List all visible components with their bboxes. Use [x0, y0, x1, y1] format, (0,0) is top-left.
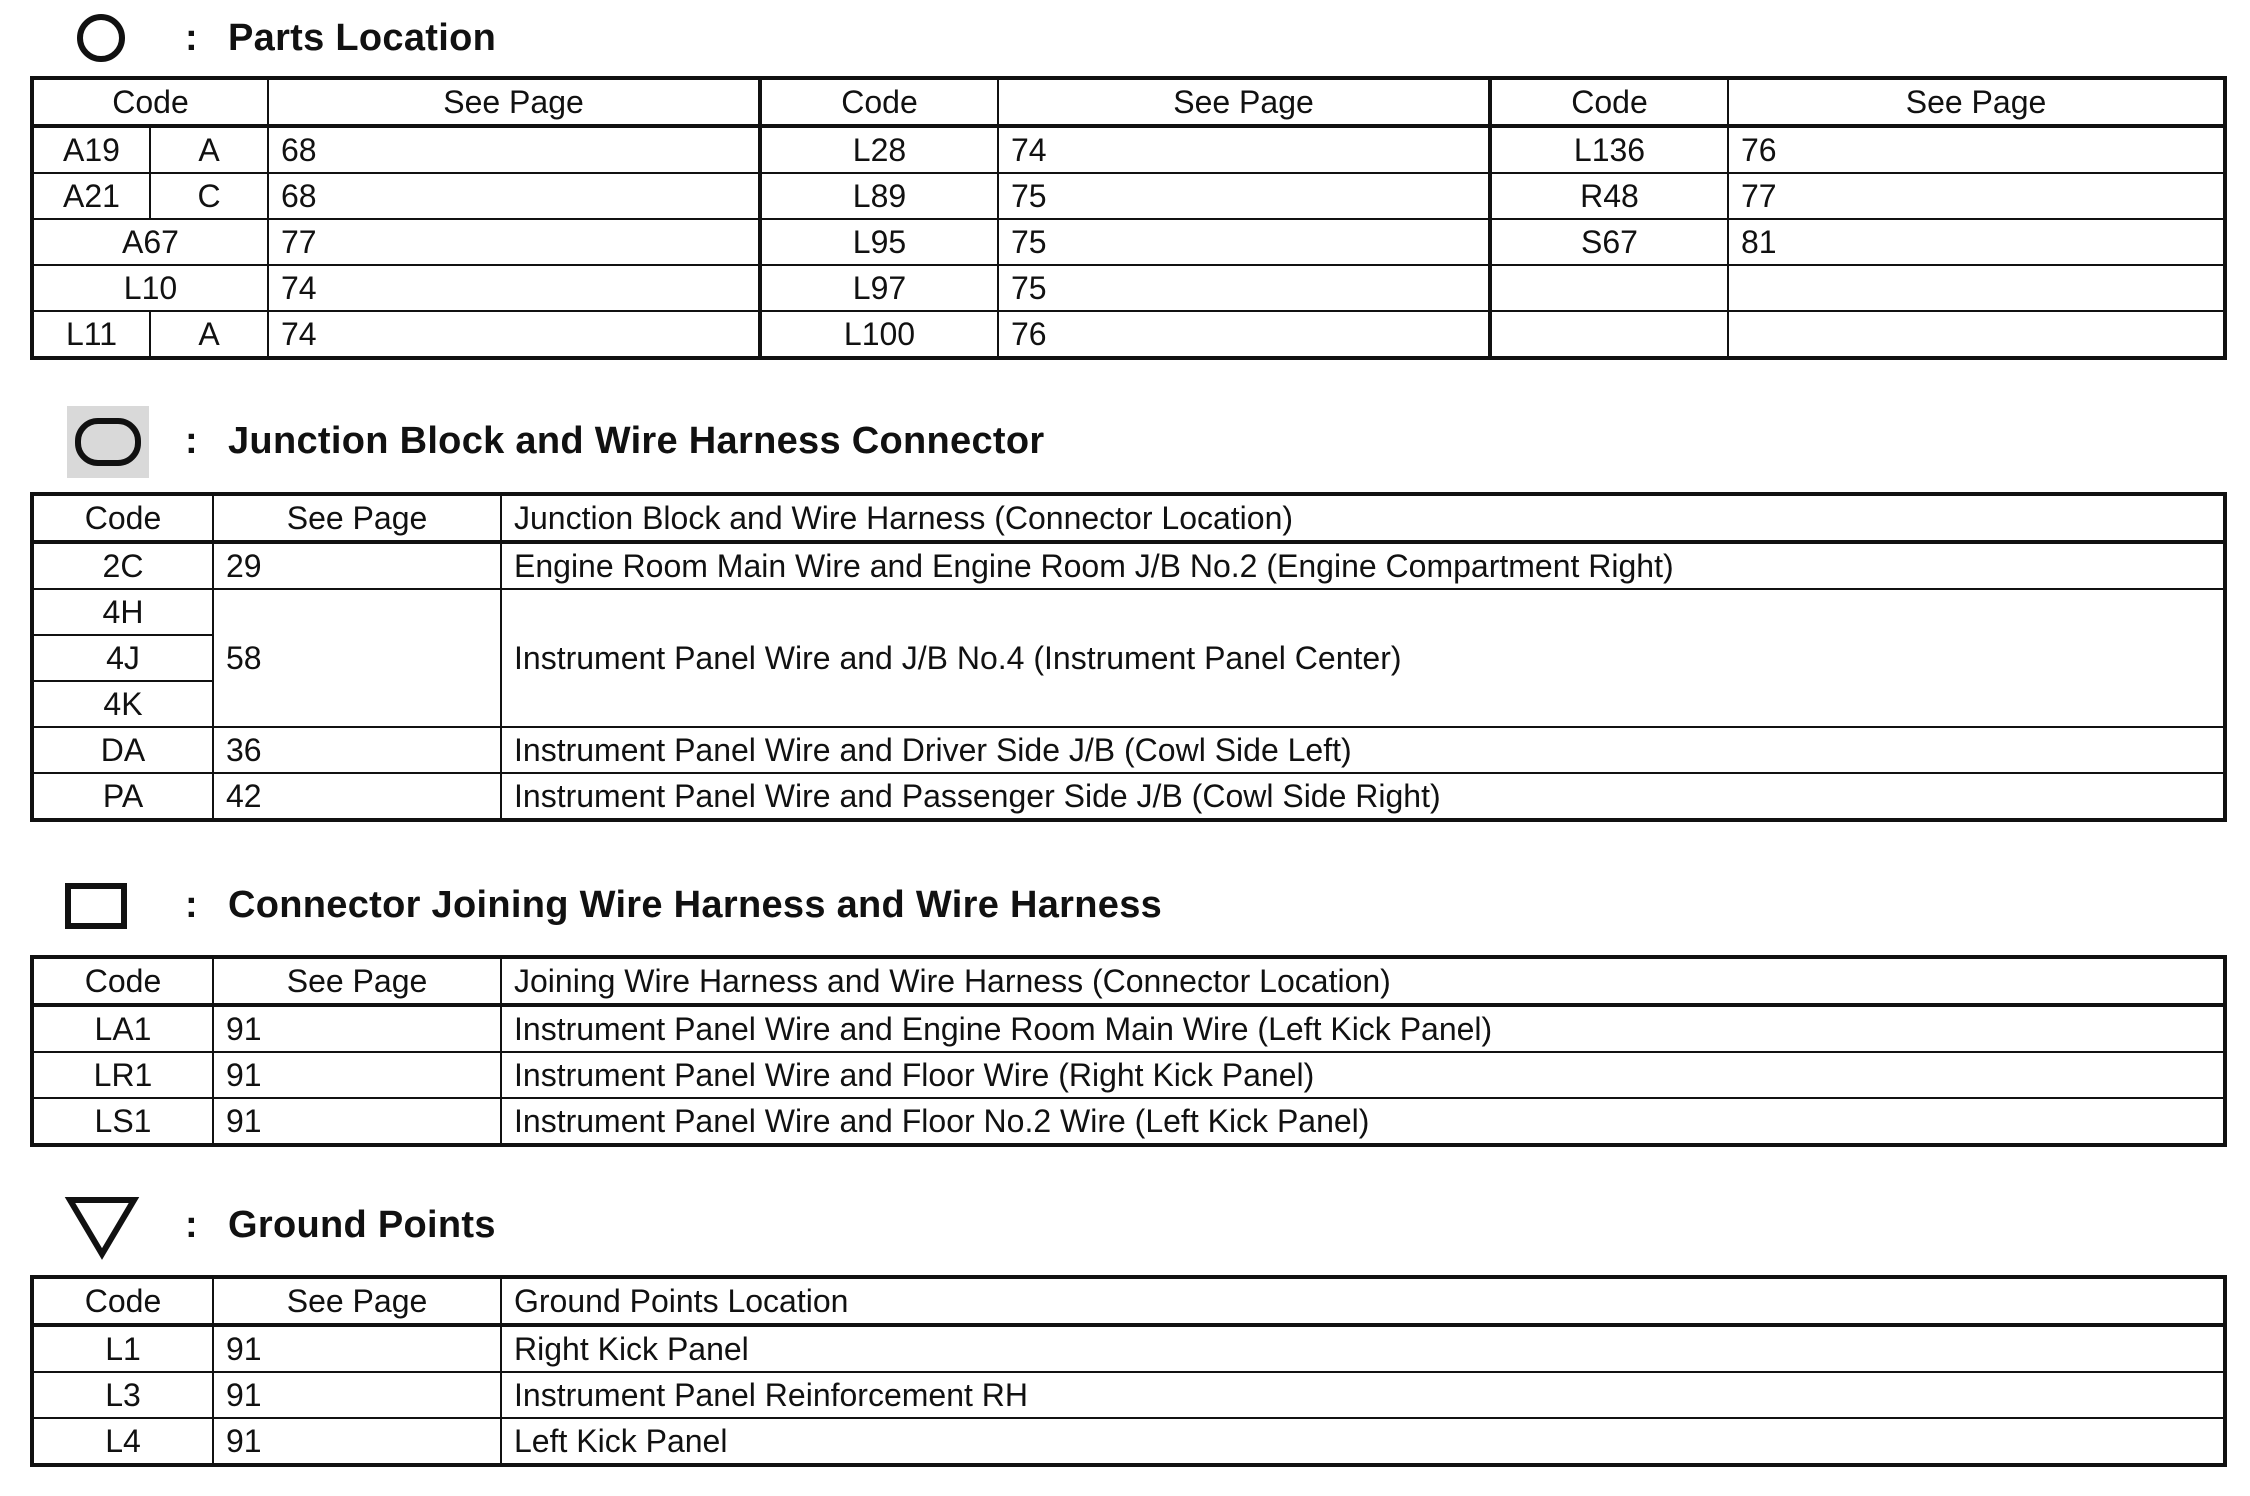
page-cell: 91 [213, 1372, 501, 1418]
table-header-row [32, 494, 2225, 542]
table-row [32, 727, 2225, 773]
code-cell: L97 [760, 265, 998, 311]
table-row [32, 1052, 2225, 1098]
see-page-header: See Page [1728, 78, 2225, 126]
table-header-row [32, 957, 2225, 1005]
code-cell: S67 [1490, 219, 1728, 265]
code-cell: L4 [32, 1418, 213, 1465]
code-cell [1490, 265, 1728, 311]
code-suffix-cell: A [150, 311, 268, 358]
triangle-down-icon [64, 1194, 140, 1260]
ground-points-table [30, 1275, 2227, 1467]
description-cell: Right Kick Panel [501, 1325, 2225, 1372]
code-header: Code [1490, 78, 1728, 126]
code-header: Code [32, 957, 213, 1005]
page-cell: 68 [268, 173, 760, 219]
table-row [32, 1372, 2225, 1418]
square-icon [64, 882, 130, 932]
parts-location-title: Parts Location [228, 17, 497, 59]
description-cell: Instrument Panel Wire and Passenger Side J/B (Cowl Side Right) [501, 773, 2225, 820]
page-cell: 77 [1728, 173, 2225, 219]
code-cell: L95 [760, 219, 998, 265]
page-cell: 91 [213, 1098, 501, 1145]
junction-block-heading [0, 406, 2250, 476]
heading-colon: : [185, 1204, 198, 1246]
description-header: Joining Wire Harness and Wire Harness (Connector Location) [501, 957, 2225, 1005]
connector-joining-table [30, 955, 2227, 1147]
heading-colon: : [185, 884, 198, 926]
description-cell: Engine Room Main Wire and Engine Room J/B No.2 (Engine Compartment Right) [501, 542, 2225, 589]
page-cell: 75 [998, 265, 1490, 311]
junction-block-table [30, 492, 2227, 822]
description-cell: Left Kick Panel [501, 1418, 2225, 1465]
table-row [32, 542, 2225, 589]
code-cell: 2C [32, 542, 213, 589]
code-suffix-cell: A [150, 126, 268, 173]
code-cell: L11 [32, 311, 150, 358]
code-cell: LS1 [32, 1098, 213, 1145]
junction-symbol-bg [67, 406, 149, 478]
page-cell: 74 [998, 126, 1490, 173]
rounded-rect-icon [67, 406, 149, 478]
page-cell [1728, 311, 2225, 358]
see-page-header: See Page [213, 957, 501, 1005]
page-cell: 81 [1728, 219, 2225, 265]
page-cell: 74 [268, 265, 760, 311]
code-cell: A67 [32, 219, 268, 265]
page-cell: 75 [998, 219, 1490, 265]
code-cell: PA [32, 773, 213, 820]
see-page-header: See Page [213, 494, 501, 542]
code-header: Code [32, 1277, 213, 1325]
page-cell: 42 [213, 773, 501, 820]
circle-icon [75, 12, 127, 64]
code-header: Code [32, 494, 213, 542]
code-header: Code [760, 78, 998, 126]
page-cell: 74 [268, 311, 760, 358]
ground-points-heading [0, 1190, 2250, 1260]
code-cell: LA1 [32, 1005, 213, 1052]
see-page-header: See Page [213, 1277, 501, 1325]
code-cell: DA [32, 727, 213, 773]
code-cell: LR1 [32, 1052, 213, 1098]
page-cell: 91 [213, 1325, 501, 1372]
table-row [32, 773, 2225, 820]
code-suffix-cell: C [150, 173, 268, 219]
table-row [32, 1325, 2225, 1372]
table-row [32, 219, 2225, 265]
code-cell: L28 [760, 126, 998, 173]
description-cell: Instrument Panel Reinforcement RH [501, 1372, 2225, 1418]
code-cell: L3 [32, 1372, 213, 1418]
description-header: Junction Block and Wire Harness (Connector Location) [501, 494, 2225, 542]
page-cell: 29 [213, 542, 501, 589]
page-cell: 58 [213, 589, 501, 727]
table-row [32, 126, 2225, 173]
parts-location-heading [0, 2, 2250, 72]
description-cell: Instrument Panel Wire and J/B No.4 (Instrument Panel Center) [501, 589, 2225, 727]
page-cell [1728, 265, 2225, 311]
table-row [32, 589, 2225, 635]
page-cell: 91 [213, 1052, 501, 1098]
page-cell: 76 [998, 311, 1490, 358]
table-row [32, 173, 2225, 219]
code-cell: L10 [32, 265, 268, 311]
code-header: Code [32, 78, 268, 126]
description-cell: Instrument Panel Wire and Floor Wire (Right Kick Panel) [501, 1052, 2225, 1098]
heading-colon: : [185, 420, 198, 462]
page-cell: 36 [213, 727, 501, 773]
code-cell [1490, 311, 1728, 358]
junction-block-title: Junction Block and Wire Harness Connector [228, 420, 1045, 462]
description-cell: Instrument Panel Wire and Engine Room Main Wire (Left Kick Panel) [501, 1005, 2225, 1052]
connector-joining-heading [0, 870, 2250, 940]
page-cell: 77 [268, 219, 760, 265]
code-cell: L89 [760, 173, 998, 219]
code-cell: A21 [32, 173, 150, 219]
table-row [32, 1098, 2225, 1145]
see-page-header: See Page [998, 78, 1490, 126]
table-header-row [32, 1277, 2225, 1325]
code-cell: 4H [32, 589, 213, 635]
page-cell: 91 [213, 1005, 501, 1052]
table-row [32, 311, 2225, 358]
table-row [32, 1005, 2225, 1052]
description-cell: Instrument Panel Wire and Floor No.2 Wire (Left Kick Panel) [501, 1098, 2225, 1145]
code-cell: L136 [1490, 126, 1728, 173]
page-cell: 91 [213, 1418, 501, 1465]
code-cell: 4K [32, 681, 213, 727]
connector-joining-title: Connector Joining Wire Harness and Wire Harness [228, 884, 1163, 926]
page-cell: 75 [998, 173, 1490, 219]
description-cell: Instrument Panel Wire and Driver Side J/B (Cowl Side Left) [501, 727, 2225, 773]
code-cell: 4J [32, 635, 213, 681]
page-cell: 68 [268, 126, 760, 173]
page-cell: 76 [1728, 126, 2225, 173]
code-cell: L1 [32, 1325, 213, 1372]
description-header: Ground Points Location [501, 1277, 2225, 1325]
table-header-row [32, 78, 2225, 126]
table-row [32, 265, 2225, 311]
code-cell: R48 [1490, 173, 1728, 219]
see-page-header: See Page [268, 78, 760, 126]
table-row [32, 1418, 2225, 1465]
code-cell: L100 [760, 311, 998, 358]
ground-points-title: Ground Points [228, 1204, 496, 1246]
heading-colon: : [185, 17, 198, 59]
parts-location-table [30, 76, 2227, 360]
code-cell: A19 [32, 126, 150, 173]
